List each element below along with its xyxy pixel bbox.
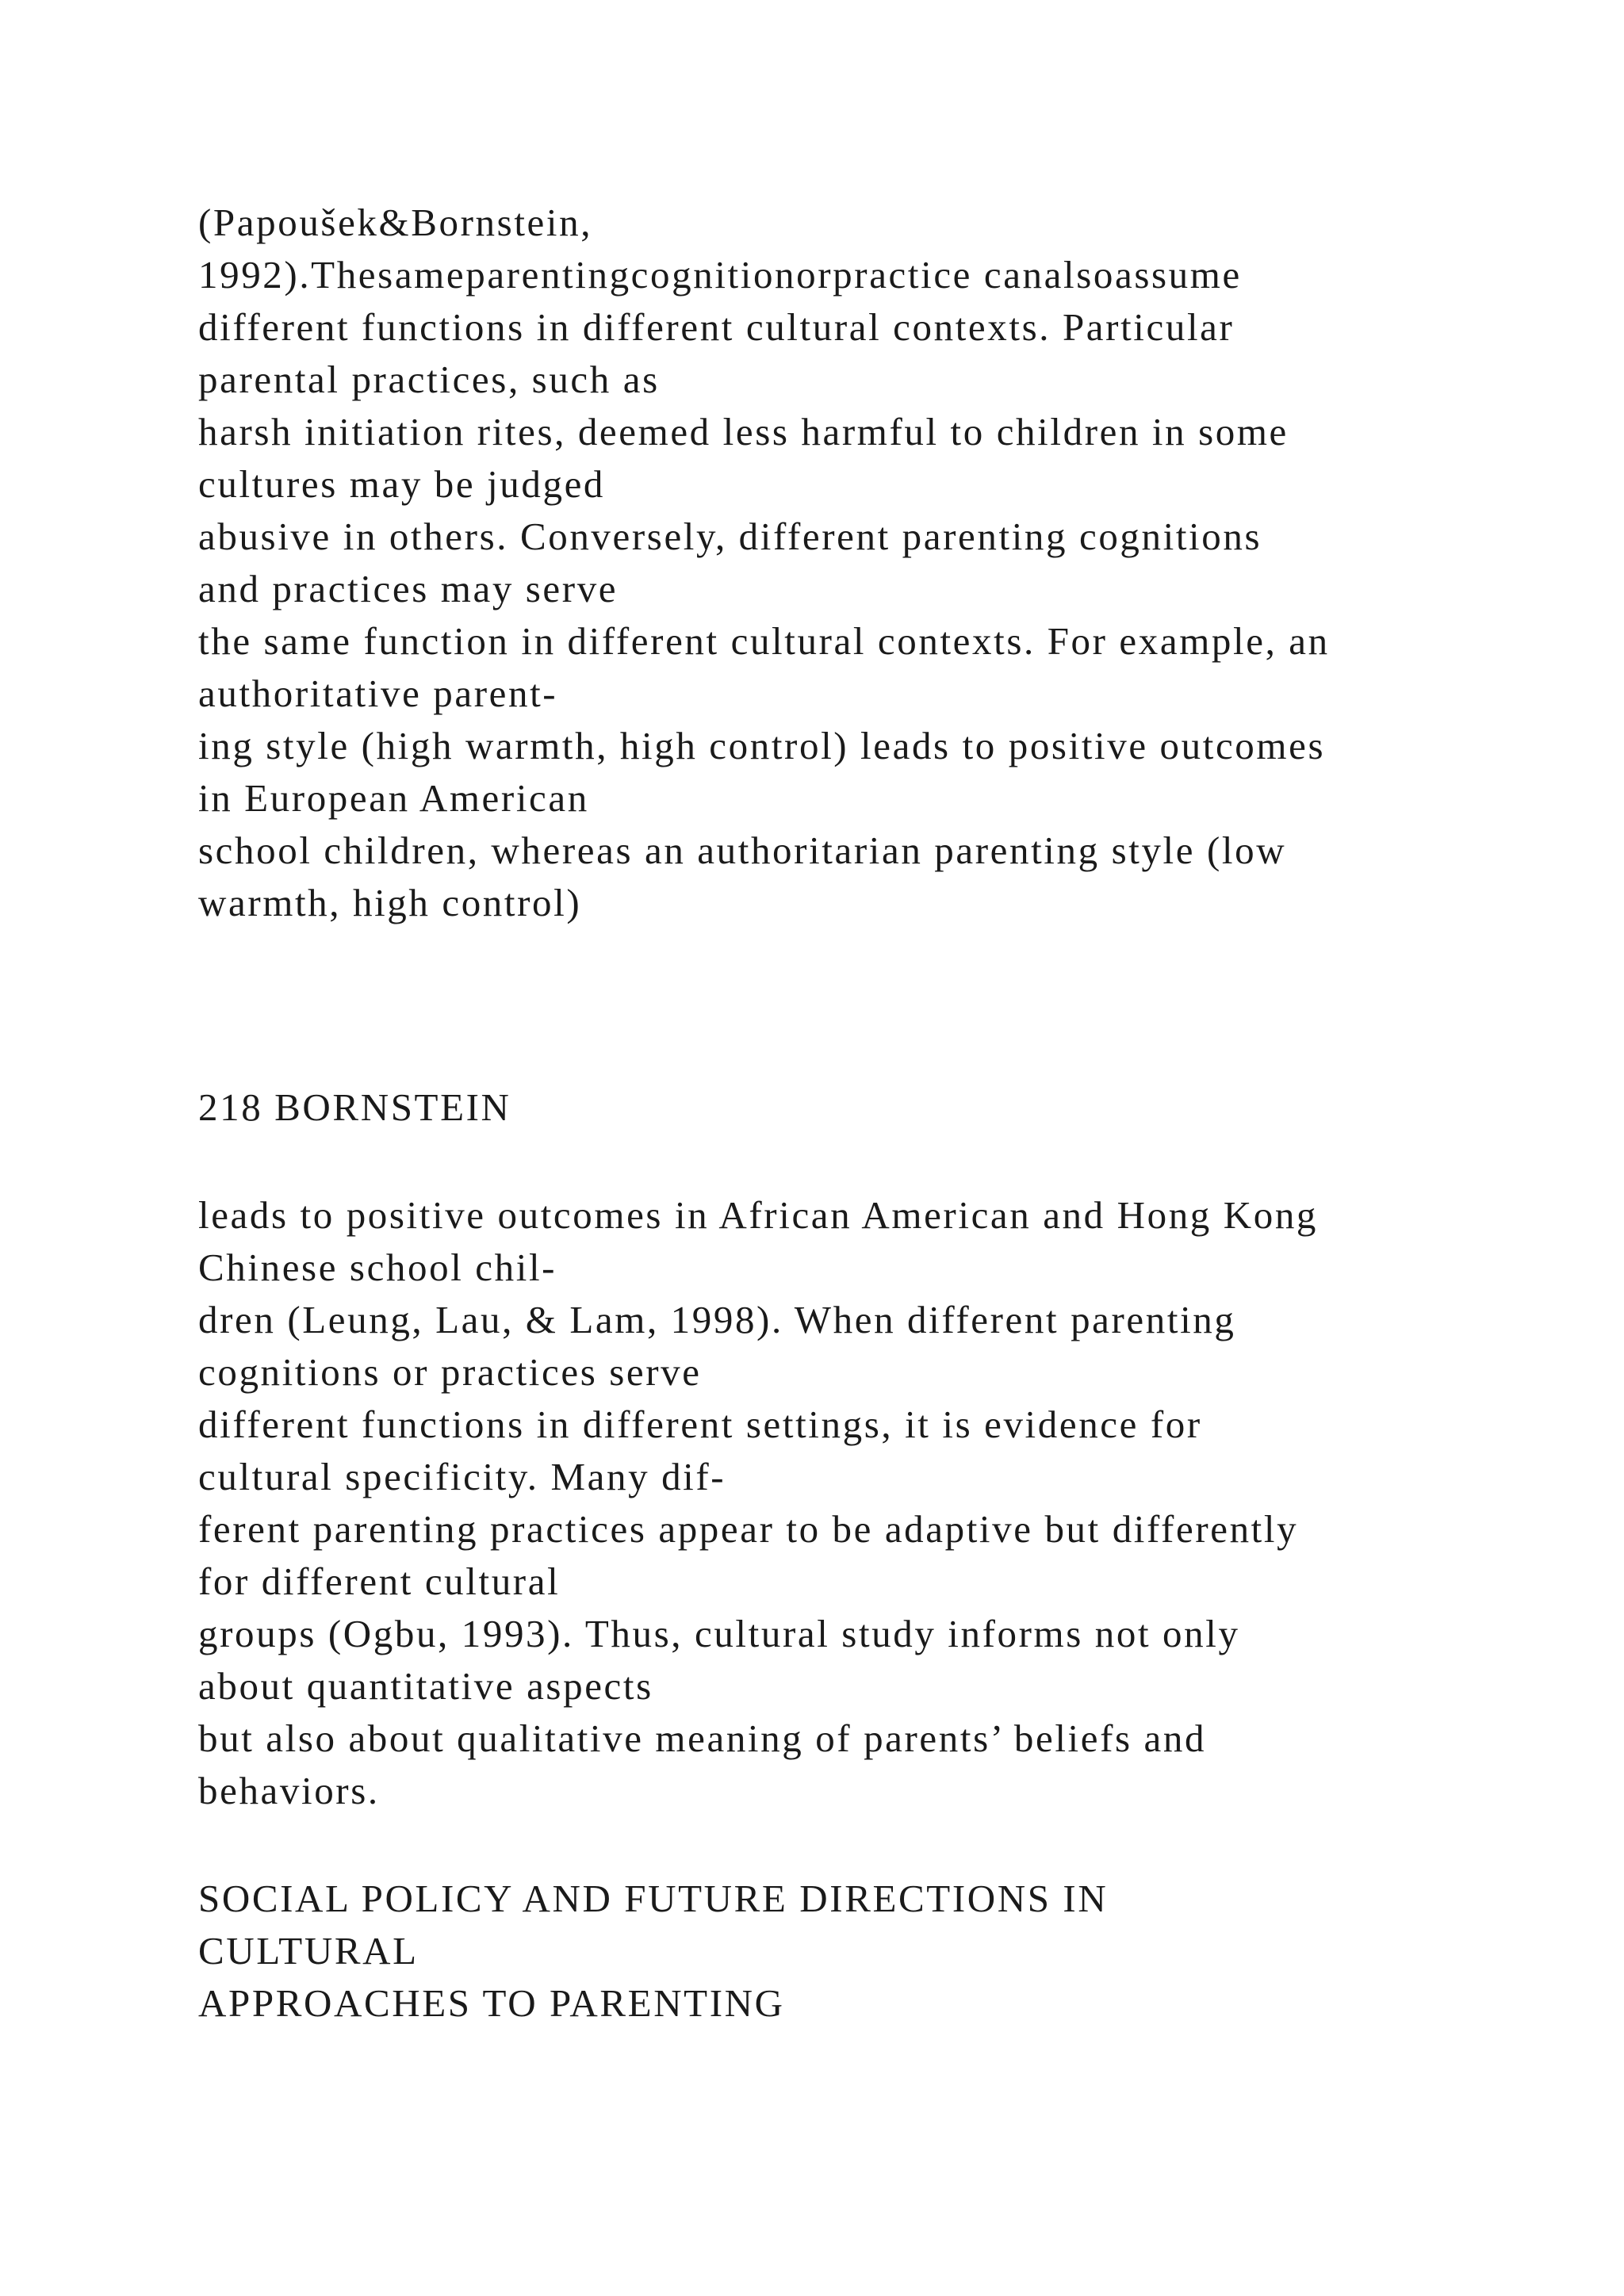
- text-line: but also about qualitative meaning of parents’ beliefs and: [198, 1716, 1207, 1760]
- text-line: Chinese school chil-: [198, 1246, 557, 1289]
- heading-line: CULTURAL: [198, 1929, 419, 1973]
- text-line: school children, whereas an authoritarian parenting style (low: [198, 828, 1287, 872]
- text-line: the same function in different cultural contexts. For example, an: [198, 619, 1330, 663]
- text-line: authoritative parent-: [198, 672, 558, 715]
- text-line: harsh initiation rites, deemed less harmful to children in some: [198, 410, 1289, 453]
- text-line: for different cultural: [198, 1559, 561, 1603]
- text-line: cognitions or practices serve: [198, 1350, 702, 1394]
- text-line: parental practices, such as: [198, 358, 660, 401]
- section-heading: [198, 1873, 1108, 2030]
- text-line: cultural specificity. Many dif-: [198, 1455, 726, 1498]
- text-line: 1992).Thesameparentingcognitionorpractice canalsoassume: [198, 253, 1242, 297]
- running-header-text: 218 BORNSTEIN: [198, 1085, 511, 1129]
- text-line: in European American: [198, 776, 589, 820]
- text-line: and practices may serve: [198, 567, 619, 610]
- text-line: warmth, high control): [198, 881, 582, 924]
- page-running-header: [198, 1081, 511, 1134]
- text-line: groups (Ogbu, 1993). Thus, cultural study informs not only: [198, 1612, 1240, 1655]
- text-line: cultures may be judged: [198, 462, 606, 506]
- text-line: leads to positive outcomes in African American and Hong Kong: [198, 1193, 1319, 1237]
- text-line: dren (Leung, Lau, & Lam, 1998). When different parenting: [198, 1298, 1236, 1341]
- text-line: different functions in different cultural contexts. Particular: [198, 305, 1235, 349]
- text-line: different functions in different settings, it is evidence for: [198, 1402, 1202, 1446]
- text-line: (Papoušek&Bornstein,: [198, 201, 593, 244]
- paragraph-1: [198, 197, 1330, 929]
- text-line: about quantitative aspects: [198, 1664, 653, 1708]
- heading-line: SOCIAL POLICY AND FUTURE DIRECTIONS IN: [198, 1877, 1109, 1920]
- text-line: abusive in others. Conversely, different parenting cognitions: [198, 515, 1262, 558]
- text-line: ing style (high warmth, high control) leads to positive outcomes: [198, 724, 1326, 767]
- text-line: behaviors.: [198, 1769, 380, 1812]
- text-line: ferent parenting practices appear to be adaptive but differently: [198, 1507, 1299, 1551]
- paragraph-2: [198, 1189, 1318, 1817]
- heading-line: APPROACHES TO PARENTING: [198, 1981, 785, 2025]
